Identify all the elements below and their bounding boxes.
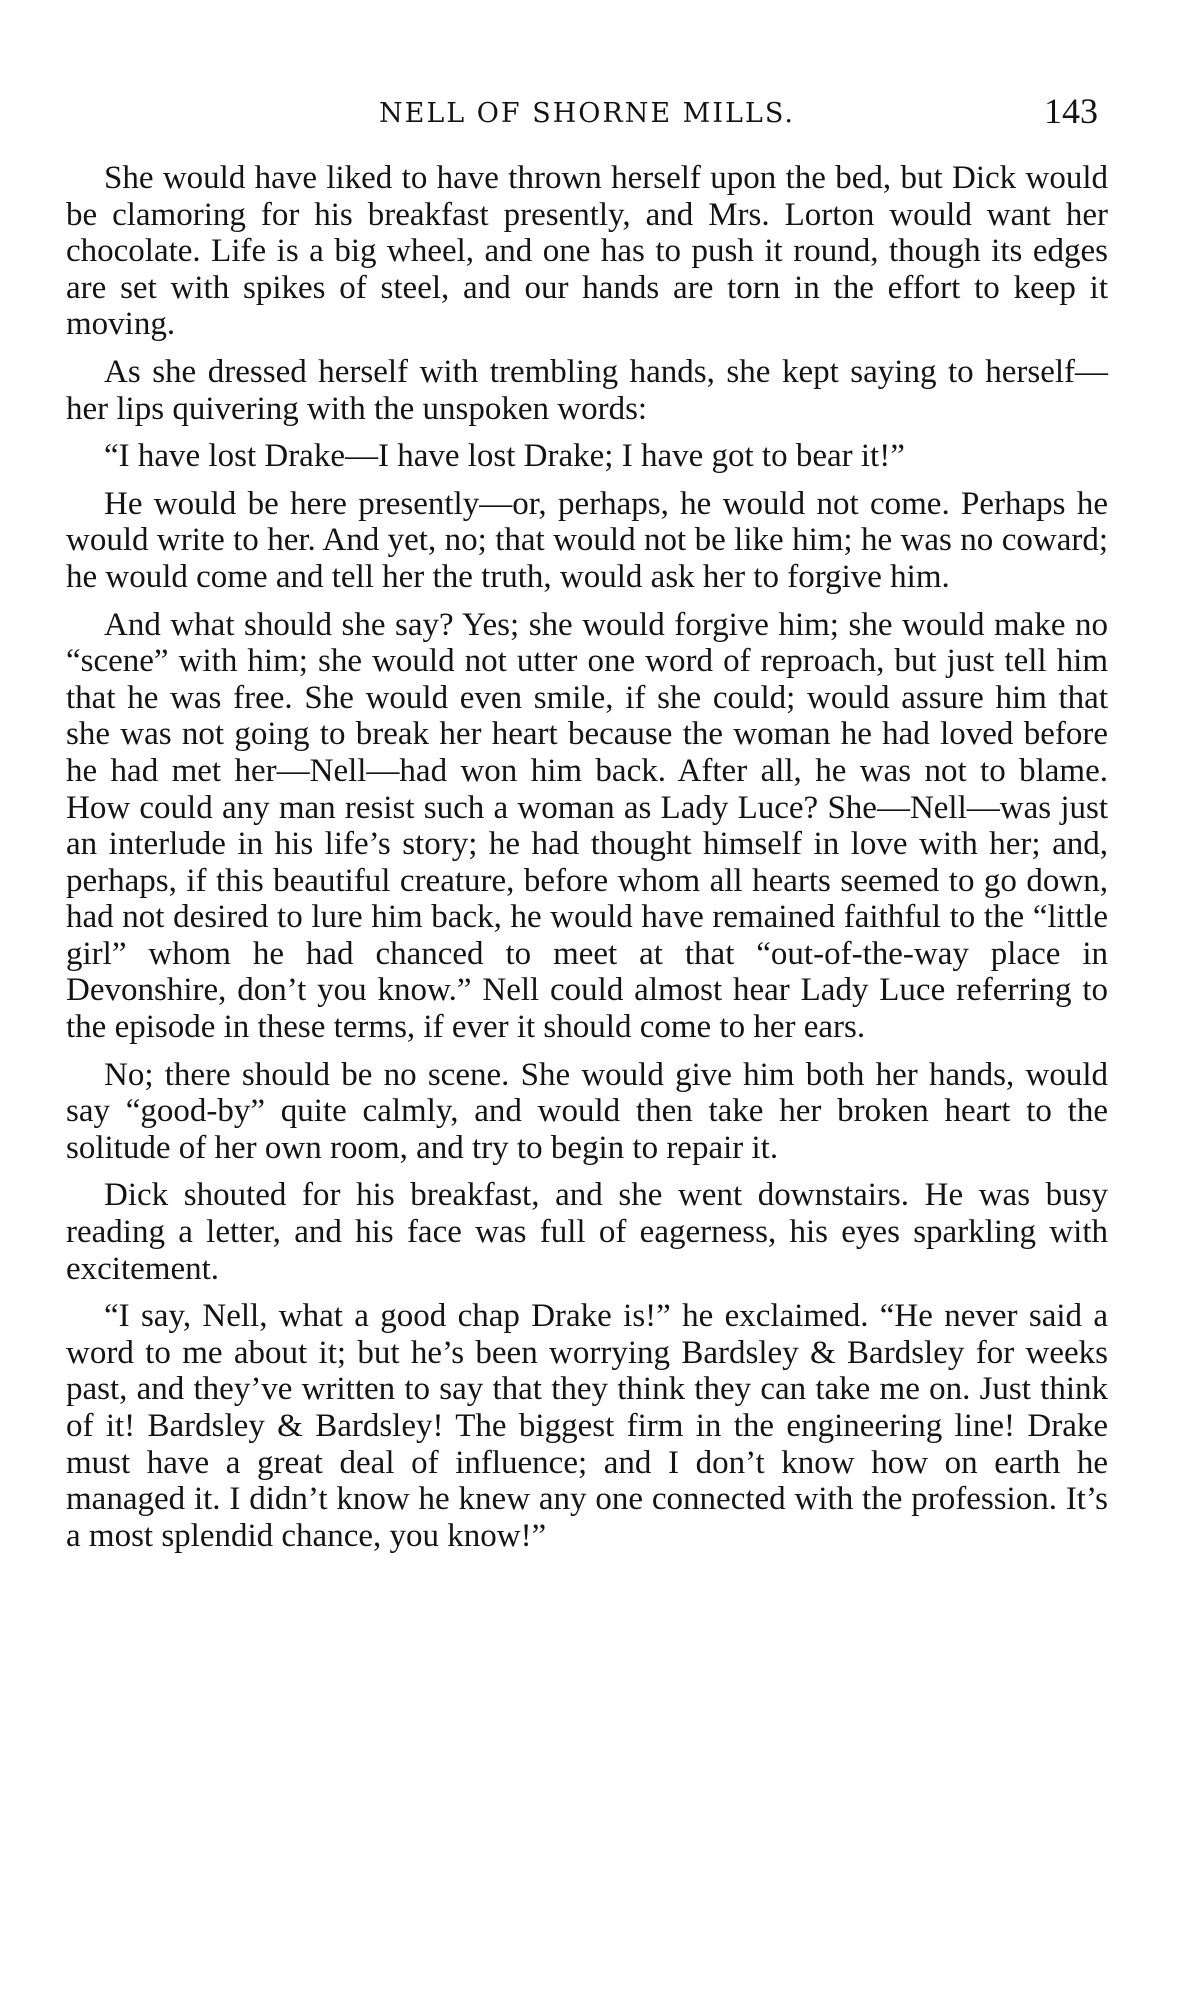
paragraph: No; there should be no scene. She would give him both her hands, would say “good-by” quite calmly, and would then take her broken heart to the solitude of her own room, and try to begin to repair it. <box>66 1056 1108 1166</box>
paragraph: Dick shouted for his breakfast, and she went downstairs. He was busy reading a letter, and his face was full of eagerness, his eyes sparkling with excitement. <box>66 1177 1108 1287</box>
paragraph: And what should she say? Yes; she would forgive him; she would make no “scene” with him; she would not utter one word of reproach, but just tell him that he was free. She would even smile, if she could; would assure him that she was not going to break her heart because the woman he had loved before he had met her—Nell—had won him back. After all, he was not to blame. How could any man resist such a woman as Lady Luce? She—Nell—was just an interlude in his life’s story; he had thought himself in love with her; and, perhaps, if this beautiful creature, before whom all hearts seemed to go down, had not desired to lure him back, he would have remained faithful to the “little girl” whom he had chanced to meet at that “out-of-the-way place in Devonshire, don’t you know.” Nell could almost hear Lady Luce referring to the episode in these terms, if ever it should come to her ears. <box>66 606 1108 1046</box>
paragraph: “I say, Nell, what a good chap Drake is!” he exclaimed. “He never said a word to me about it; but he’s been worrying Bardsley & Bardsley for weeks past, and they’ve written to say that they think they can take me on. Just think of it! Bardsley & Bardsley! The biggest firm in the engineering line! Drake must have a great deal of influence; and I don’t know how on earth he managed it. I didn’t know he knew any one connected with the profession. It’s a most splendid chance, you know!” <box>66 1298 1108 1554</box>
paragraph: She would have liked to have thrown herself upon the bed, but Dick would be clamoring for his breakfast presently, and Mrs. Lorton would want her chocolate. Life is a big wheel, and one has to push it round, though its edges are set with spikes of steel, and our hands are torn in the effort to keep it moving. <box>66 160 1108 343</box>
paragraph: “I have lost Drake—I have lost Drake; I have got to bear it!” <box>104 438 905 475</box>
paragraph: As she dressed herself with trembling hands, she kept saying to herself—her lips quivering with the unspoken words: <box>66 353 1108 427</box>
body-text <box>66 160 1108 1554</box>
page-header <box>66 90 1108 150</box>
paragraph: He would be here presently—or, perhaps, he would not come. Perhaps he would write to her. And yet, no; that would not be like him; he was no coward; he would come and tell her the truth, would ask her to forgive him. <box>66 485 1108 595</box>
book-page <box>66 90 1108 1565</box>
page-number: 143 <box>1044 91 1098 131</box>
running-title: NELL OF SHORNE MILLS. <box>379 98 795 129</box>
